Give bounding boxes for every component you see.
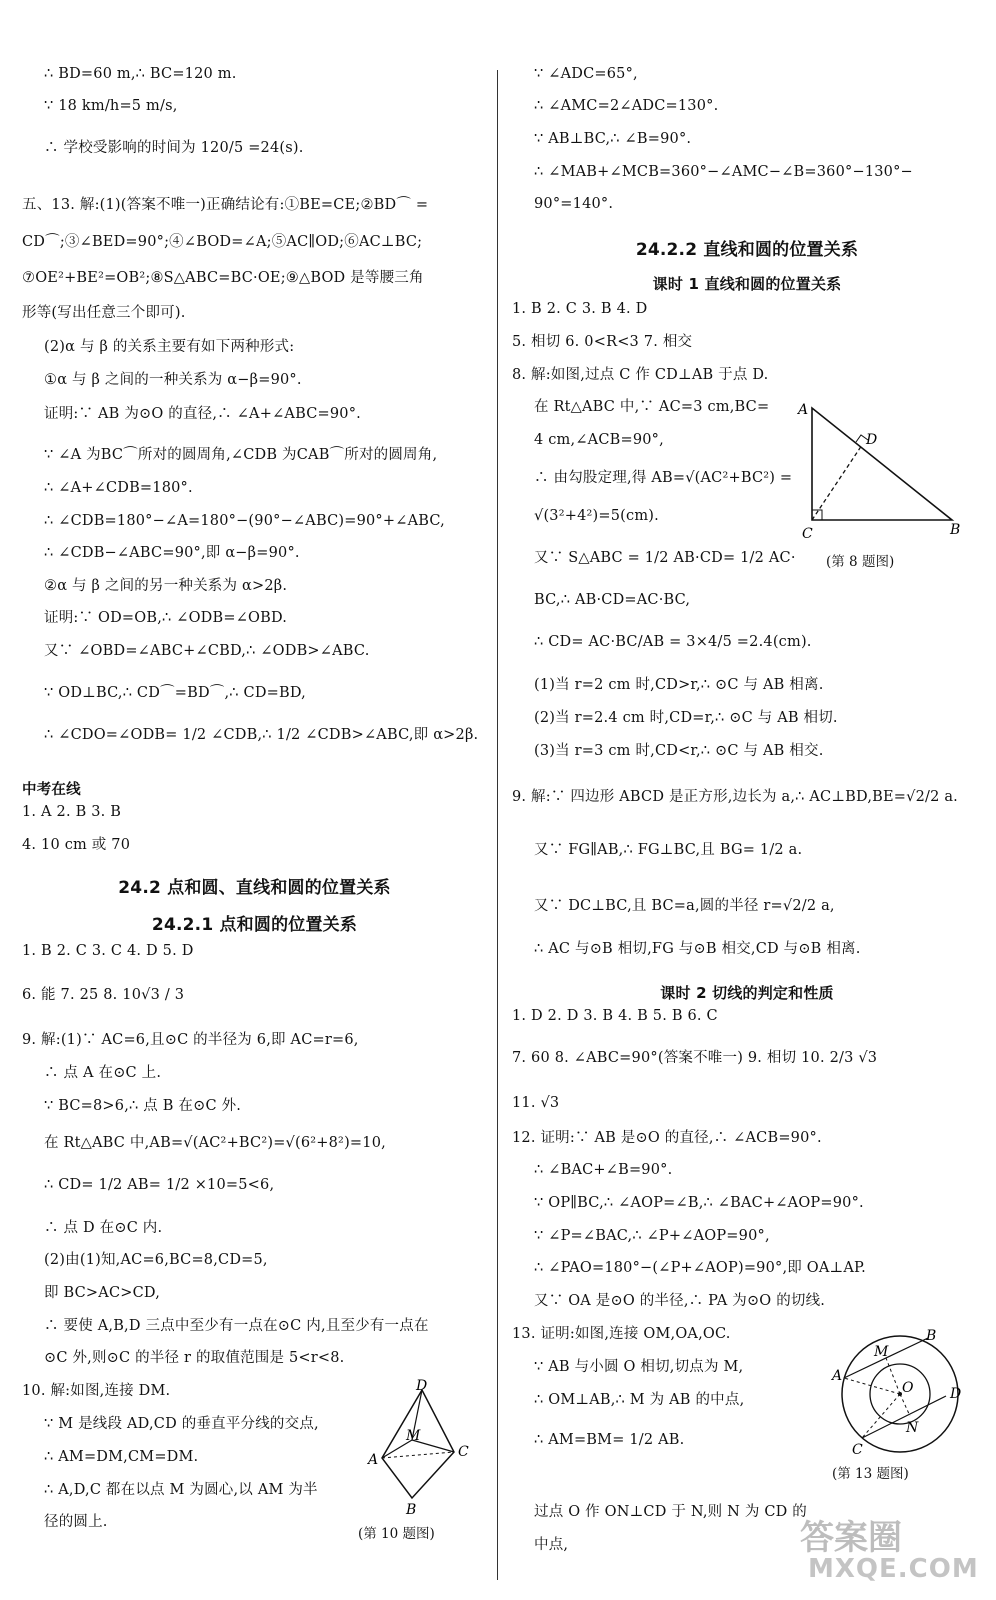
left-line: ∴ 学校受影响的时间为 120/5 =24(s). (44, 140, 304, 156)
left-line: ①α 与 β 之间的一种关系为 α−β=90°. (44, 372, 302, 388)
right-line: ∵ AB⊥BC,∴ ∠B=90°. (534, 131, 692, 147)
figure-13-caption: (第 13 题图) (832, 1466, 909, 1482)
left-line: ∵ BC=8>6,∴ 点 B 在⊙C 外. (44, 1098, 242, 1114)
figure-8-caption: (第 8 题图) (826, 554, 895, 570)
right-line: BC,∴ AB·CD=AC·BC, (534, 592, 691, 608)
left-line: (2)由(1)知,AC=6,BC=8,CD=5, (44, 1252, 268, 1268)
left-line: ∴ 要使 A,B,D 三点中至少有一点在⊙C 内,且至少有一点在 (44, 1318, 429, 1334)
svg-text:D: D (950, 1386, 962, 1402)
left-line: ∴ BD=60 m,∴ BC=120 m. (44, 66, 237, 82)
figure-10-caption: (第 10 题图) (358, 1526, 435, 1542)
right-line: 5. 相切 6. 0<R<3 7. 相交 (512, 334, 693, 350)
right-line: 90°=140°. (534, 196, 614, 212)
left-line: ⑦OE²+BE²=OB²;⑧S△ABC=BC·OE;⑨△BOD 是等腰三角 (22, 270, 424, 286)
column-divider (497, 70, 498, 1580)
right-line: 13. 证明:如图,连接 OM,OA,OC. (512, 1326, 731, 1342)
left-line: ∵ M 是线段 AD,CD 的垂直平分线的交点, (44, 1416, 319, 1432)
left-line: ∴ AM=DM,CM=DM. (44, 1449, 199, 1465)
right-line: (2)当 r=2.4 cm 时,CD=r,∴ ⊙C 与 AB 相切. (534, 710, 838, 726)
right-line: 8. 解:如图,过点 C 作 CD⊥AB 于点 D. (512, 367, 769, 383)
figure-8-triangle (790, 398, 970, 548)
right-line: ∵ AB 与小圆 O 相切,切点为 M, (534, 1359, 744, 1375)
left-line: ∴ 点 D 在⊙C 内. (44, 1220, 163, 1236)
left-line: ∵ OD⊥BC,∴ CD⌒=BD⌒,∴ CD=BD, (44, 685, 306, 701)
svg-text:A: A (832, 1368, 843, 1384)
right-line: ∴ AM=BM= 1/2 AB. (534, 1432, 685, 1448)
left-line: 证明:∵ OD=OB,∴ ∠ODB=∠OBD. (44, 610, 288, 626)
right-line: ∴ OM⊥AB,∴ M 为 AB 的中点, (534, 1392, 745, 1408)
right-line: ∴ ∠PAO=180°−(∠P+∠AOP)=90°,即 OA⊥AP. (534, 1260, 866, 1276)
right-line: 7. 60 8. ∠ABC=90°(答案不唯一) 9. 相切 10. 2/3 √3 (512, 1050, 878, 1066)
right-line: ∴ CD= AC·BC/AB = 3×4/5 =2.4(cm). (534, 634, 812, 650)
left-line: CD⌒;③∠BED=90°;④∠BOD=∠A;⑤AC∥OD;⑥AC⊥BC; (22, 234, 423, 250)
right-line: 又∵ S△ABC = 1/2 AB·CD= 1/2 AC· (534, 550, 796, 566)
heading-keshi-2: 课时 2 切线的判定和性质 (660, 984, 834, 1002)
right-line: 12. 证明:∵ AB 是⊙O 的直径,∴ ∠ACB=90°. (512, 1130, 822, 1146)
right-line: 在 Rt△ABC 中,∵ AC=3 cm,BC= (534, 399, 770, 415)
left-line: ∴ ∠A+∠CDB=180°. (44, 480, 193, 496)
figure-13-circles (828, 1328, 978, 1463)
left-line: ∴ ∠CDB=180°−∠A=180°−(90°−∠ABC)=90°+∠ABC, (44, 513, 445, 529)
left-line: ∴ CD= 1/2 AB= 1/2 ×10=5<6, (44, 1177, 275, 1193)
left-line: 10. 解:如图,连接 DM. (22, 1383, 171, 1399)
svg-text:D: D (866, 432, 878, 448)
right-line: 又∵ OA 是⊙O 的半径,∴ PA 为⊙O 的切线. (534, 1293, 826, 1309)
svg-text:C: C (852, 1442, 863, 1458)
section-zhongkao: 中考在线 (22, 782, 81, 798)
left-line: ∴ 点 A 在⊙C 上. (44, 1065, 162, 1081)
watermark-logo: 答案圈 (800, 1518, 902, 1558)
right-line: 中点, (534, 1537, 569, 1553)
left-line: 4. 10 cm 或 70 (22, 837, 131, 853)
right-line: 又∵ FG∥AB,∴ FG⊥BC,且 BG= 1/2 a. (534, 842, 803, 858)
svg-text:N: N (906, 1420, 919, 1436)
left-line: ∴ ∠CDO=∠ODB= 1/2 ∠CDB,∴ 1/2 ∠CDB>∠ABC,即 α>2β. (44, 727, 479, 743)
right-line: ∴ ∠AMC=2∠ADC=130°. (534, 98, 719, 114)
left-line: 1. B 2. C 3. C 4. D 5. D (22, 943, 194, 959)
right-line: 1. D 2. D 3. B 4. B 5. B 6. C (512, 1008, 718, 1024)
left-line: ②α 与 β 之间的另一种关系为 α>2β. (44, 578, 288, 594)
svg-text:B: B (406, 1502, 417, 1518)
svg-text:O: O (902, 1380, 914, 1396)
svg-text:M: M (874, 1344, 889, 1360)
left-line: 证明:∵ AB 为⊙O 的直径,∴ ∠A+∠ABC=90°. (44, 406, 361, 422)
right-line: 又∵ DC⊥BC,且 BC=a,圆的半径 r=√2/2 a, (534, 898, 835, 914)
right-line: √(3²+4²)=5(cm). (534, 508, 659, 524)
right-line: ∴ AC 与⊙B 相切,FG 与⊙B 相交,CD 与⊙B 相离. (534, 941, 861, 957)
figure-10-quadrilateral (360, 1378, 480, 1528)
left-line: 形等(写出任意三个即可). (22, 305, 186, 321)
left-line: (2)α 与 β 的关系主要有如下两种形式: (44, 339, 295, 355)
left-line: 1. A 2. B 3. B (22, 804, 122, 820)
right-line: ∵ ∠ADC=65°, (534, 66, 638, 82)
heading-24-2-1: 24.2.1 点和圆的位置关系 (151, 915, 358, 935)
left-line: ⊙C 外,则⊙C 的半径 r 的取值范围是 5<r<8. (44, 1350, 345, 1366)
right-line: (1)当 r=2 cm 时,CD>r,∴ ⊙C 与 AB 相离. (534, 677, 824, 693)
right-line: 1. B 2. C 3. B 4. D (512, 301, 648, 317)
left-line: 又∵ ∠OBD=∠ABC+∠CBD,∴ ∠ODB>∠ABC. (44, 643, 370, 659)
left-line: 五、13. 解:(1)(答案不唯一)正确结论有:①BE=CE;②BD⌒ = (22, 197, 429, 213)
left-line: ∴ ∠CDB−∠ABC=90°,即 α−β=90°. (44, 545, 300, 561)
heading-keshi-1: 课时 1 直线和圆的位置关系 (652, 275, 842, 293)
svg-text:B: B (926, 1328, 937, 1344)
heading-24-2-2: 24.2.2 直线和圆的位置关系 (635, 240, 859, 260)
svg-text:A: A (798, 402, 809, 418)
right-line: 4 cm,∠ACB=90°, (534, 432, 664, 448)
svg-text:D: D (416, 1378, 428, 1394)
left-line: ∵ ∠A 为BC⌒所对的圆周角,∠CDB 为CAB⌒所对的圆周角, (44, 447, 438, 463)
right-line: ∴ 由勾股定理,得 AB=√(AC²+BC²) = (534, 470, 793, 486)
heading-24-2: 24.2 点和圆、直线和圆的位置关系 (118, 878, 391, 898)
left-line: 9. 解:(1)∵ AC=6,且⊙C 的半径为 6,即 AC=r=6, (22, 1032, 359, 1048)
svg-text:M: M (406, 1428, 421, 1444)
left-line: ∴ A,D,C 都在以点 M 为圆心,以 AM 为半 (44, 1482, 318, 1498)
svg-text:C: C (458, 1444, 469, 1460)
right-line: 9. 解:∵ 四边形 ABCD 是正方形,边长为 a,∴ AC⊥BD,BE=√2/2 a. (512, 789, 958, 805)
watermark-url: MXQE.COM (808, 1554, 979, 1584)
right-line: (3)当 r=3 cm 时,CD<r,∴ ⊙C 与 AB 相交. (534, 743, 824, 759)
svg-text:B: B (950, 522, 961, 538)
svg-text:C: C (802, 526, 813, 542)
right-line: 11. √3 (512, 1095, 560, 1111)
left-line: 6. 能 7. 25 8. 10√3 / 3 (22, 987, 185, 1003)
right-line: 过点 O 作 ON⊥CD 于 N,则 N 为 CD 的 (534, 1504, 807, 1520)
right-line: ∴ ∠MAB+∠MCB=360°−∠AMC−∠B=360°−130°− (534, 164, 913, 180)
right-line: ∴ ∠BAC+∠B=90°. (534, 1162, 673, 1178)
right-line: ∵ OP∥BC,∴ ∠AOP=∠B,∴ ∠BAC+∠AOP=90°. (534, 1195, 864, 1211)
svg-text:A: A (368, 1452, 379, 1468)
left-line: 即 BC>AC>CD, (44, 1285, 161, 1301)
left-line: 径的圆上. (44, 1514, 108, 1530)
right-line: ∵ ∠P=∠BAC,∴ ∠P+∠AOP=90°, (534, 1228, 770, 1244)
left-line: 在 Rt△ABC 中,AB=√(AC²+BC²)=√(6²+8²)=10, (44, 1135, 386, 1151)
left-line: ∵ 18 km/h=5 m/s, (44, 98, 178, 114)
